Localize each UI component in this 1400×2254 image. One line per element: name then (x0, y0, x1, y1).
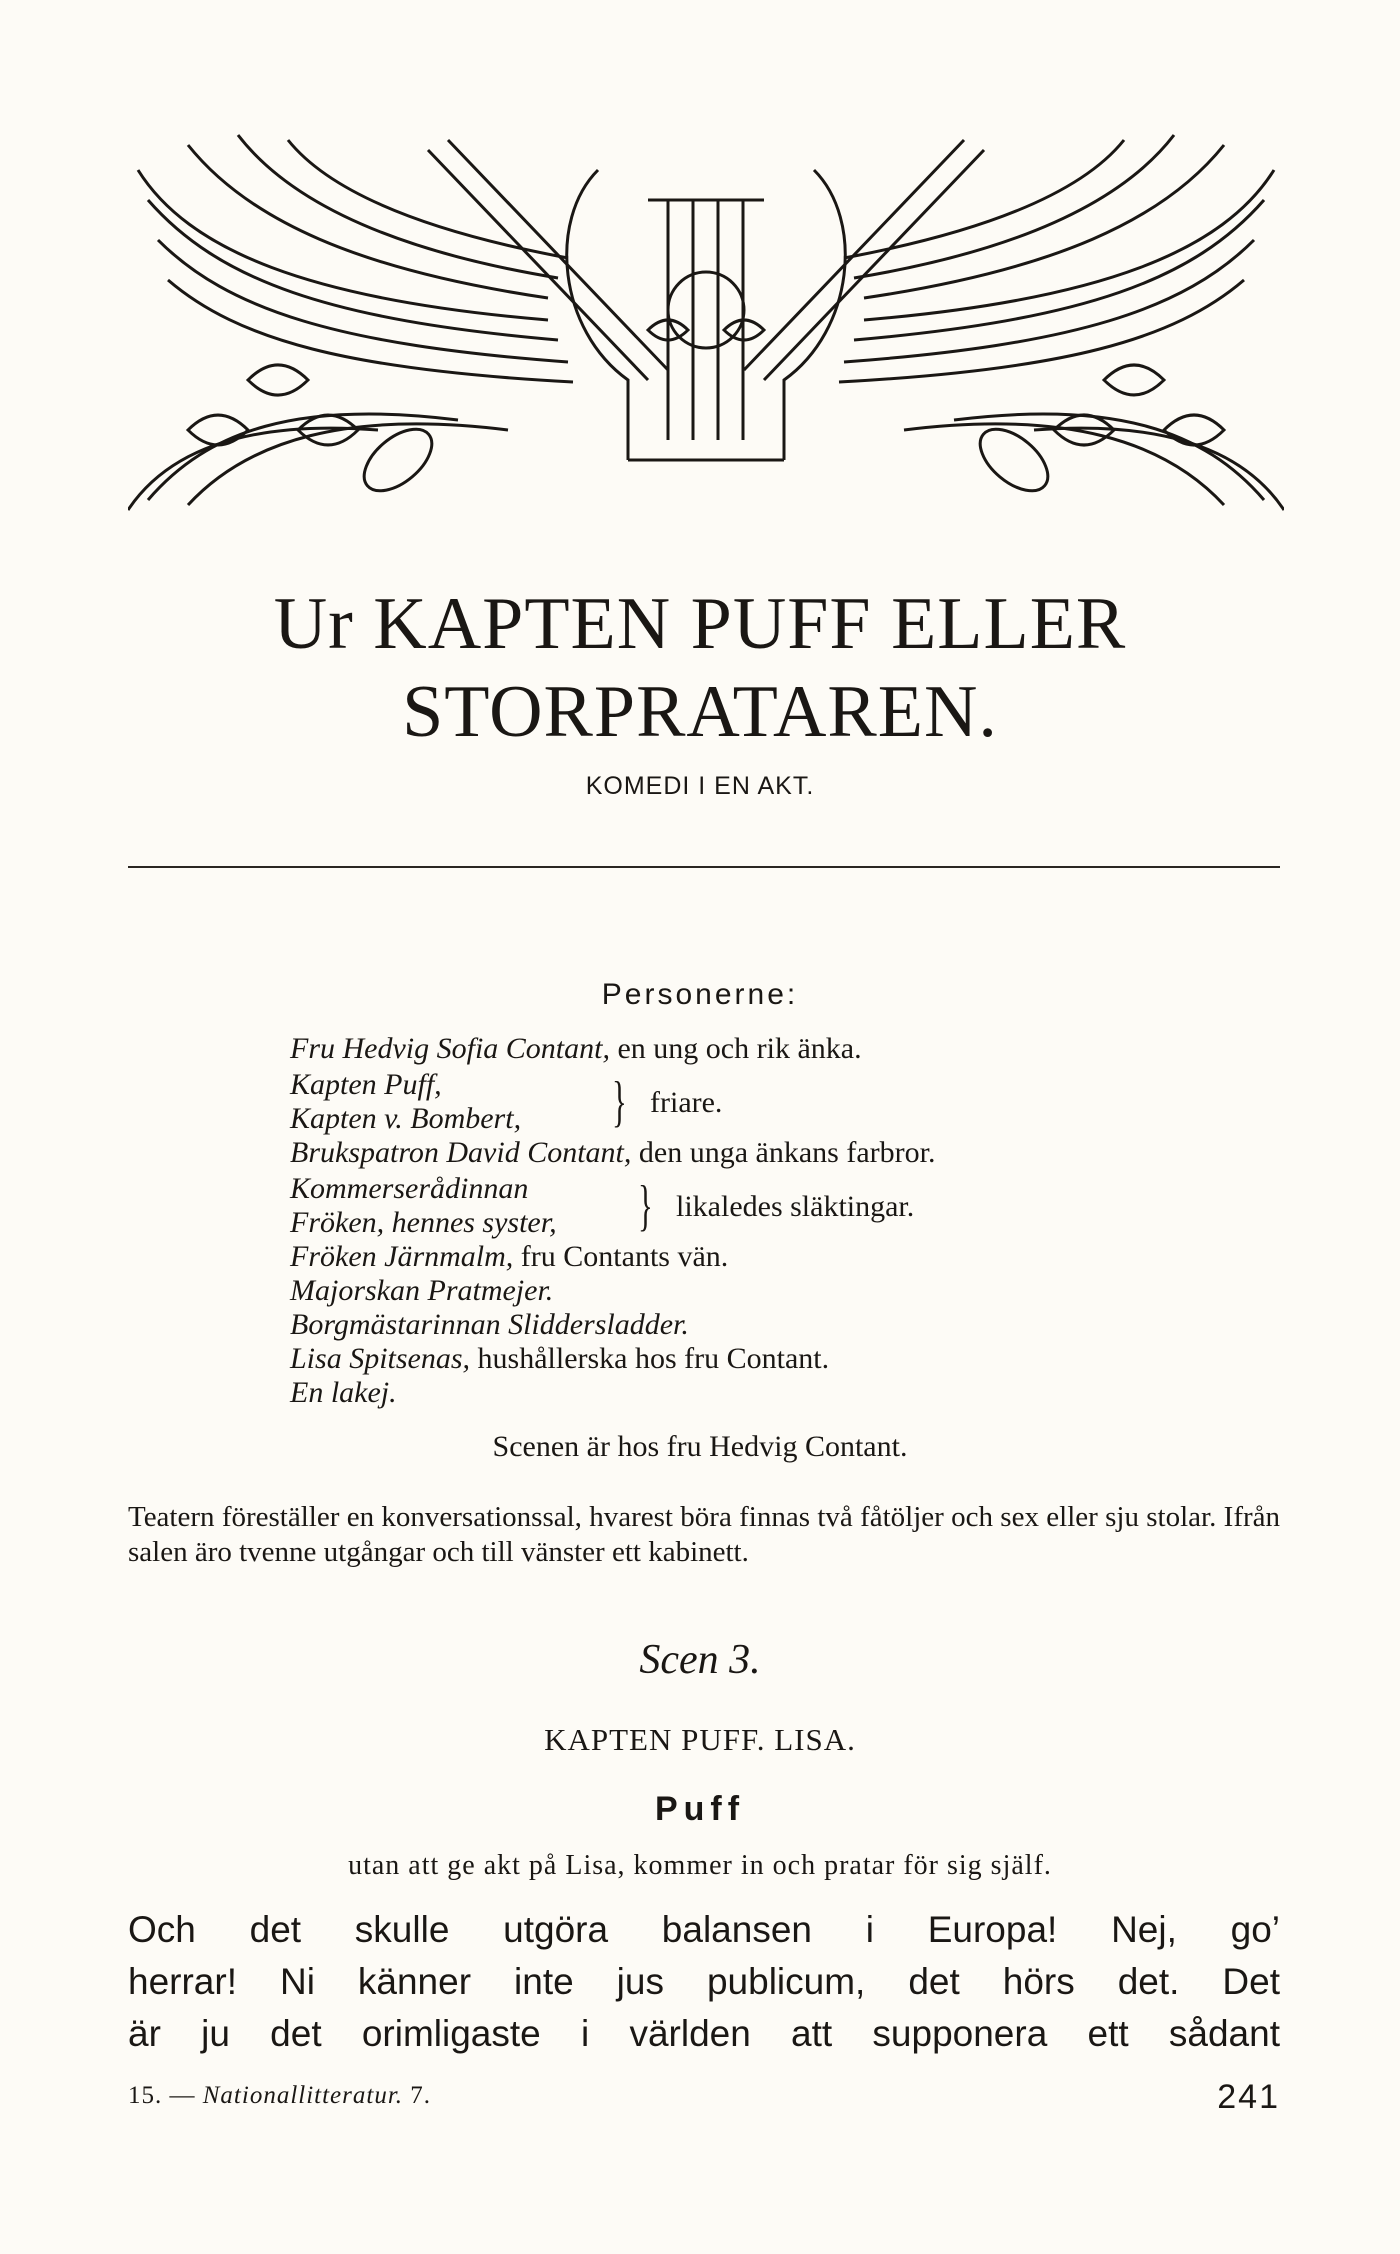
cast-entry (290, 1274, 553, 1308)
scene-characters: KAPTEN PUFF. LISA. (544, 1722, 856, 1757)
cast-note: en ung och rik änka. (617, 1032, 862, 1065)
cast-note: den unga änkans farbror. (638, 1136, 936, 1169)
cast-name: Fröken Järnmalm, (290, 1240, 514, 1273)
stage-direction: utan att ge akt på Lisa, kommer in och pratar för sig själf. (348, 1850, 1052, 1881)
cast-name: Kapten v. Bombert, (290, 1102, 522, 1135)
cast-heading: Personerne: (601, 978, 799, 1011)
brace-symbol: } (612, 1071, 627, 1133)
cast-entry (290, 1032, 862, 1066)
volume-number: 7. (410, 2082, 432, 2109)
scene-location: Scenen är hos fru Hedvig Contant. (492, 1430, 908, 1463)
cast-entry (290, 1240, 728, 1274)
brace-symbol: } (638, 1175, 653, 1237)
setting-paragraph: Teatern föreställer en konversationssal, hvarest böra finnas två fåtöljer och sex eller sju stolar. Ifrån salen äro tvenne utgångar och till vänster ett kabinett. (128, 1501, 1280, 1568)
cast-name: Majorskan Pratmejer. (290, 1274, 554, 1307)
cast-note: fru Contants vän. (520, 1240, 729, 1273)
footer-signature (128, 2082, 431, 2110)
cast-name: Kapten Puff, (290, 1068, 442, 1101)
speech-line: Och det skulle utgöra balansen i Europa! Nej, go’ (128, 1909, 1280, 1950)
speech-text (128, 1904, 1280, 2060)
cast-name: Borgmästarinnan Sliddersladder. (290, 1308, 689, 1341)
cast-name: Lisa Spitsenas, (290, 1342, 471, 1375)
cast-entry (290, 1342, 829, 1376)
subtitle: KOMEDI I EN AKT. (585, 772, 815, 800)
cast-note: friare. (650, 1086, 723, 1119)
cast-name: Fröken, hennes syster, (290, 1206, 557, 1239)
cast-name: Brukspatron David Contant, (290, 1136, 632, 1169)
speaker-name: Puff (654, 1790, 746, 1828)
cast-note: hushållerska hos fru Contant. (477, 1342, 830, 1375)
cast-name: Fru Hedvig Sofia Contant, (290, 1032, 610, 1065)
title-line-2: STORPRATAREN. (402, 671, 998, 753)
speech-line: herrar! Ni känner inte jus publicum, det hörs det. Det (128, 1961, 1280, 2002)
speech-line: är ju det orimligaste i världen att supponera ett sådant (128, 2013, 1280, 2054)
cast-entry (290, 1136, 935, 1170)
lyre-ornament-illustration (128, 130, 1284, 512)
cast-name: En lakej. (290, 1376, 397, 1409)
page-number: 241 (1217, 2078, 1280, 2116)
cast-name: Kommerserådinnan (290, 1172, 529, 1205)
signature-mark: 15. — (128, 2082, 196, 2109)
series-name: Nationallitteratur. (202, 2082, 404, 2109)
divider-rule (128, 866, 1280, 868)
cast-entry (290, 1308, 689, 1342)
title-line-1: Ur KAPTEN PUFF ELLER (273, 583, 1127, 665)
cast-entry (290, 1376, 397, 1410)
cast-note: likaledes släktingar. (676, 1190, 915, 1223)
scene-number: Scen 3. (639, 1637, 761, 1683)
